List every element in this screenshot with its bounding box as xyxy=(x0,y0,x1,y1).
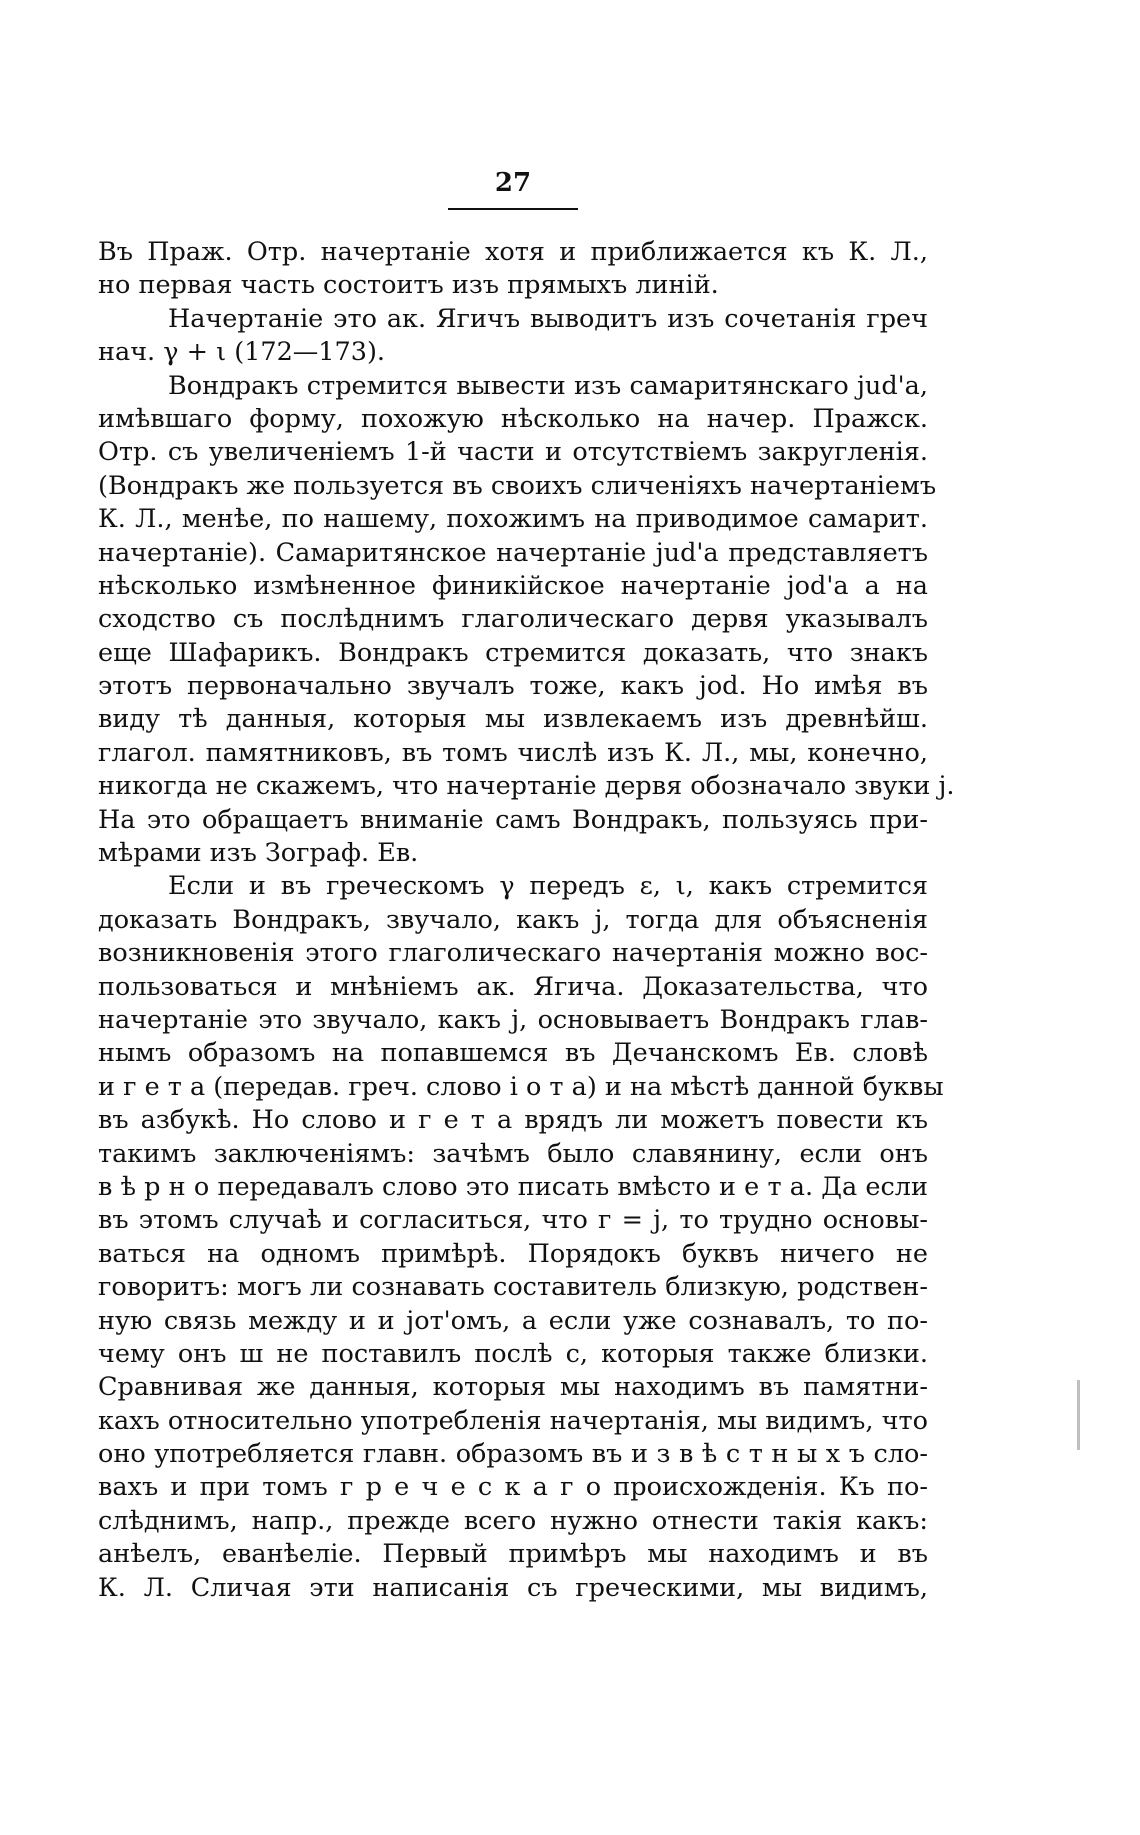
text-line: слѣднимъ, напр., прежде всего нужно отнести такія какъ: xyxy=(98,1505,928,1536)
text-line: нымъ образомъ на попавшемся въ Дечанскомъ Ев. словѣ xyxy=(98,1038,928,1069)
scan-mark xyxy=(1077,1380,1080,1450)
text-line: но первая часть состоитъ изъ прямыхъ линій. xyxy=(98,270,719,301)
text-line: въ азбукѣ. Но слово и г е т а врядъ ли можетъ повести къ xyxy=(98,1105,928,1136)
text-line: глагол. памятниковъ, въ томъ числѣ изъ К. Л., мы, конечно, xyxy=(98,737,928,768)
text-line: виду тѣ данныя, которыя мы извлекаемъ изъ древнѣйш. xyxy=(98,704,928,735)
text-line: имѣвшаго форму, похожую нѣсколько на начер. Пражск. xyxy=(98,403,928,434)
body-text xyxy=(98,236,955,1605)
text-line: Начертаніе это ак. Ягичъ выводитъ изъ сочетанія греч xyxy=(168,303,928,334)
text-line: Въ Праж. Отр. начертаніе хотя и приближается къ К. Л., xyxy=(98,237,928,267)
text-line: К. Л. Сличая эти написанія съ греческими, мы видимъ, xyxy=(98,1572,928,1603)
text-line: вахъ и при томъ г р е ч е с к а г о происхожденія. Къ по- xyxy=(98,1472,928,1503)
text-line: говоритъ: могъ ли сознавать составитель близкую, родствен- xyxy=(98,1272,928,1303)
text-line: доказать Вондракъ, звучало, какъ j, тогда для объясненія xyxy=(98,904,928,935)
text-line: На это обращаетъ вниманіе самъ Вондракъ, пользуясь при- xyxy=(98,804,928,835)
text-line: въ этомъ случаѣ и согласиться, что г = j, то трудно основы- xyxy=(98,1205,928,1236)
text-line: ваться на одномъ примѣрѣ. Порядокъ буквъ ничего не xyxy=(98,1238,928,1269)
text-line: Отр. съ увеличеніемъ 1-й части и отсутствіемъ закругленія. xyxy=(98,437,928,468)
text-line: Если и въ греческомъ γ передъ ε, ι, какъ стремится xyxy=(168,871,928,902)
text-line: еще Шафарикъ. Вондракъ стремится доказать, что знакъ xyxy=(98,637,928,668)
text-line: такимъ заключеніямъ: зачѣмъ было славянину, если онъ xyxy=(98,1138,928,1169)
text-line: чему онъ ш не поставилъ послѣ с, которыя также близки. xyxy=(98,1338,928,1369)
text-line: ную связь между и и jот'омъ, а если уже сознавалъ, то по- xyxy=(98,1305,928,1336)
text-line: нѣсколько измѣненное финикійское начертаніе jod'a а на xyxy=(98,570,928,601)
text-line: этотъ первоначально звучалъ тоже, какъ jod. Но имѣя въ xyxy=(98,671,928,702)
text-line: в ѣ р н о передавалъ слово это писать вмѣсто и е т а. Да если xyxy=(98,1171,928,1202)
text-line: пользоваться и мнѣніемъ ак. Ягича. Доказательства, что xyxy=(98,971,928,1002)
text-line: возникновенія этого глаголическаго начертанія можно вос- xyxy=(98,938,928,969)
page-number: 27 xyxy=(494,168,532,198)
text-line: анѣелъ, еванѣеліе. Первый примѣръ мы находимъ и въ xyxy=(98,1539,928,1570)
text-line: нач. γ + ι (172—173). xyxy=(98,337,386,368)
text-line: мѣрами изъ Зограф. Ев. xyxy=(98,838,419,869)
text-line: сходство съ послѣднимъ глаголическаго дервя указывалъ xyxy=(98,604,928,635)
text-line: оно употребляется главн. образомъ въ и з в ѣ с т н ы х ъ сло- xyxy=(98,1439,928,1470)
text-line: и г е т а (передав. греч. слово і о т а) и на мѣстѣ данной буквы xyxy=(98,1071,944,1102)
text-line: Сравнивая же данныя, которыя мы находимъ въ памятни- xyxy=(98,1372,928,1403)
text-line: начертаніе это звучало, какъ j, основываетъ Вондракъ глав- xyxy=(98,1004,928,1035)
text-line: К. Л., менѣе, по нашему, похожимъ на приводимое самарит. xyxy=(98,504,928,535)
text-line: кахъ относительно употребленія начертанія, мы видимъ, что xyxy=(98,1405,928,1436)
text-line: никогда не скажемъ, что начертаніе дервя обозначало звуки j. xyxy=(98,771,955,802)
text-line: Вондракъ стремится вывести изъ самаритянскаго jud'a, xyxy=(168,370,928,401)
text-line: (Вондракъ же пользуется въ своихъ сличеніяхъ начертаніемъ xyxy=(98,470,937,501)
text-line: начертаніе). Самаритянское начертаніе jud'a представляетъ xyxy=(98,537,928,568)
page-number-rule xyxy=(448,208,578,210)
